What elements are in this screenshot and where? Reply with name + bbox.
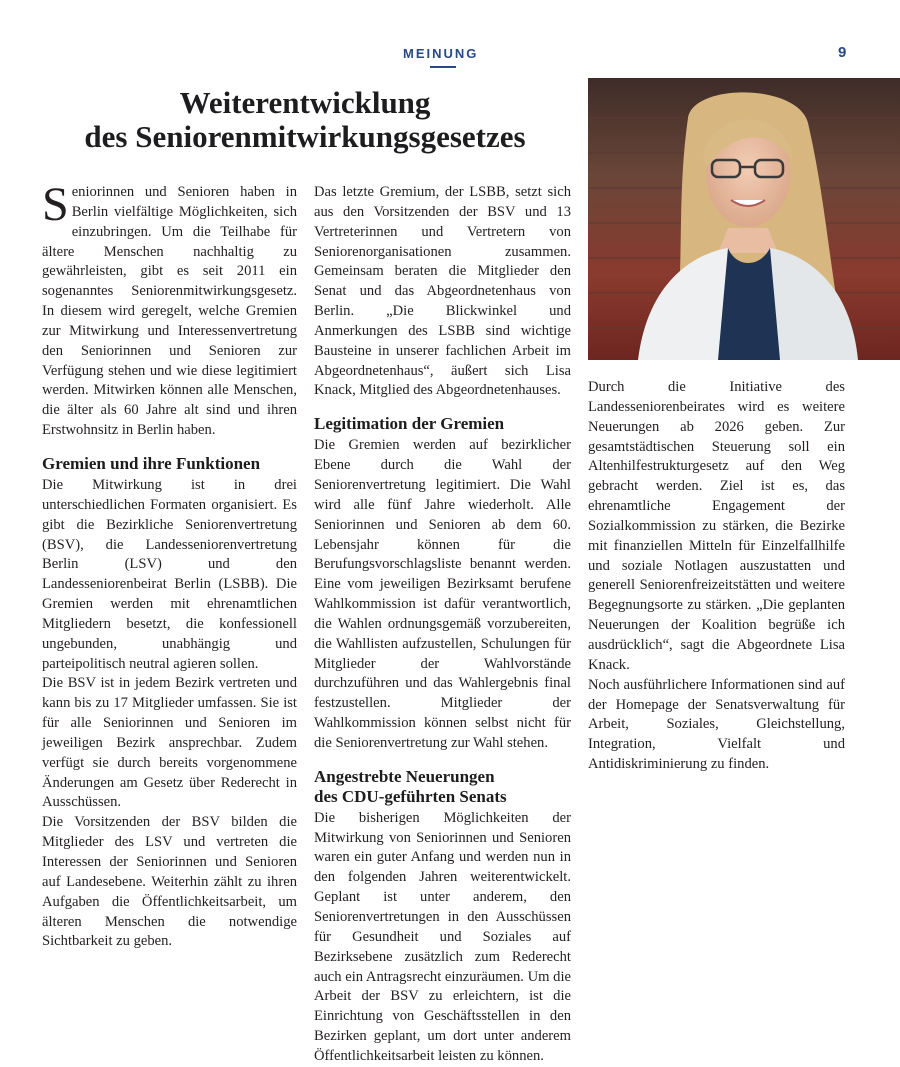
- subhead-neuerungen-line-2: des CDU-geführten Senats: [314, 786, 507, 806]
- portrait-illustration: [588, 78, 900, 360]
- portrait-photo: [588, 78, 900, 360]
- paragraph-legitimation: Die Gremien werden auf bezirklicher Ebene durch die Wahl der Seniorenvertretung legitimiert. Die Wahl wird alle fünf Jahre wiederholt. Alle Seniorinnen und Senioren ab dem 60. Lebensjahr können für die Berufungsvorschlagsliste benannt werden. Eine vom jeweiligen Bezirksamt berufene Wahlkommission ist dafür verantwortlich, die Wahlen ordnungsgemäß vorzubereiten, die Wahllisten aufzustellen, Schulungen für Mitglieder der Wahlvorstände durchzuführen und das Wahlergebnis final festzustellen. Mitglieder der Wahlkommission können selbst nicht für die Seniorenvertretung zur Wahl stehen.: [314, 437, 571, 751]
- article-headline: [40, 86, 570, 154]
- paragraph-neuerungen-1: Die bisherigen Möglichkeiten der Mitwirkung von Seniorinnen und Senioren waren ein guter Anfang und werden nun in den folgenden Jahren weiterentwickelt. Geplant ist unter anderem, den Seniorenvertretungen in den Ausschüssen für Gesundheit und Soziales auf Bezirksebene zusätzlich zum Rederecht auch ein Antragsrecht einzuräumen. Um die Arbeit der BSV zu erleichtern, ist die Einrichtung von Geschäftsstellen in den Bezirken geplant, um dort unter anderem Öffentlichkeitsarbeit leisten zu können.: [314, 809, 571, 1064]
- subhead-gremien: Gremien und ihre Funktionen: [42, 453, 261, 473]
- paragraph-gremien-4: Das letzte Gremium, der LSBB, setzt sich aus den Vorsitzenden der BSV und 13 Vertreterinnen und Vertretern von Seniorenorganisationen zusammen. Gemeinsam beraten die Mitglieder den Senat und das Abgeordnetenhaus von Berlin. „Die Blickwinkel und Anmerkungen des LSBB sind wichtige Bausteine in unserer fachlichen Arbeit im Abgeordnetenhaus“, äußert sich Lisa Knack, Mitglied des Abgeordnetenhauses.: [314, 184, 571, 399]
- page-number: 9: [838, 44, 847, 61]
- paragraph-gremien-3: Die Vorsitzenden der BSV bilden die Mitglieder des LSV und vertreten die Interessen der Seniorinnen und Senioren auf Landesebene. Weiterhin zählt zu ihren Aufgaben die Öffentlichkeitsarbeit, um älteren Menschen die notwendige Sichtbarkeit zu geben.: [42, 814, 297, 950]
- column-2: [314, 183, 571, 1067]
- intro-text: eniorinnen und Senioren haben in Berlin vielfältige Möglichkeiten, sich einzubringen. Um die Teilhabe für ältere Menschen nachhaltig zu gewährleisten, gibt es seit 2011 ein sogenanntes Seniorenmitwirkungsgesetz. In diesem wird geregelt, welche Gremien zur Mitwirkung und Interessenvertretung den Seniorinnen und Senioren zur Verfügung stehen und wie diese legitimiert werden. Mitwirken können alle Menschen, die älter als 60 Jahre alt sind und ihren Erstwohnsitz in Berlin haben.: [42, 184, 297, 439]
- subhead-legitimation: Legitimation der Gremien: [314, 414, 505, 434]
- section-label: MEINUNG: [403, 46, 479, 61]
- paragraph-neuerungen-2: Durch die Initiative des Landesseniorenbeirates wird es weitere Neuerungen ab 2026 geben. Zur gesamtstädtischen Steuerung soll ein Altenhilfestrukturgesetz auf den Weg gebracht werden. Ziel ist es, das ehrenamtliche Engagement der Sozialkommission zu stärken, die Bezirke mit finanziellen Mitteln für Einzelfallhilfe und soziale Notlagen auszustatten und generell Seniorenfreizeitstätten und weitere Begegnungsorte zu stärken. „Die geplanten Neuerungen der Koalition begrüße ich ausdrücklich“, sagt die Abgeordnete Lisa Knack.: [588, 379, 845, 673]
- subhead-neuerungen: [314, 767, 571, 807]
- headline-line-1: Weiterentwicklung: [179, 85, 431, 120]
- column-3: [588, 378, 845, 775]
- paragraph-neuerungen-3: Noch ausführlichere Informationen sind auf der Homepage der Senatsverwaltung für Arbeit, Soziales, Gleichstellung, Integration, Vielfalt und Antidiskriminierung zu finden.: [588, 676, 845, 773]
- section-rule: [430, 66, 456, 68]
- headline-line-2: des Seniorenmitwirkungsgesetzes: [84, 119, 526, 154]
- paragraph-gremien-2: Die BSV ist in jedem Bezirk vertreten und kann bis zu 17 Mitglieder umfassen. Sie ist für alle Seniorinnen und Senioren im jeweiligen Bezirk ansprechbar. Zudem verfügt sie durch bereits vorgenommene Änderungen am Gesetz über Rederecht in Ausschüssen.: [42, 675, 297, 811]
- column-1: [42, 178, 297, 952]
- intro-paragraph: [42, 178, 297, 441]
- subhead-neuerungen-line-1: Angestrebte Neuerungen: [314, 766, 495, 786]
- dropcap: S: [42, 178, 69, 231]
- paragraph-gremien-1: Die Mitwirkung ist in drei unterschiedlichen Formaten organisiert. Es gibt die Bezirkliche Seniorenvertretung (BSV), die Landesseniorenvertretung Berlin (LSV) und den Landesseniorenbeirat Berlin (LSBB). Die Gremien werden mit ehrenamtlichen Mitgliedern besetzt, die konfessionell ungebunden, unabhängig und parteipolitisch neutral agieren sollen.: [42, 476, 297, 672]
